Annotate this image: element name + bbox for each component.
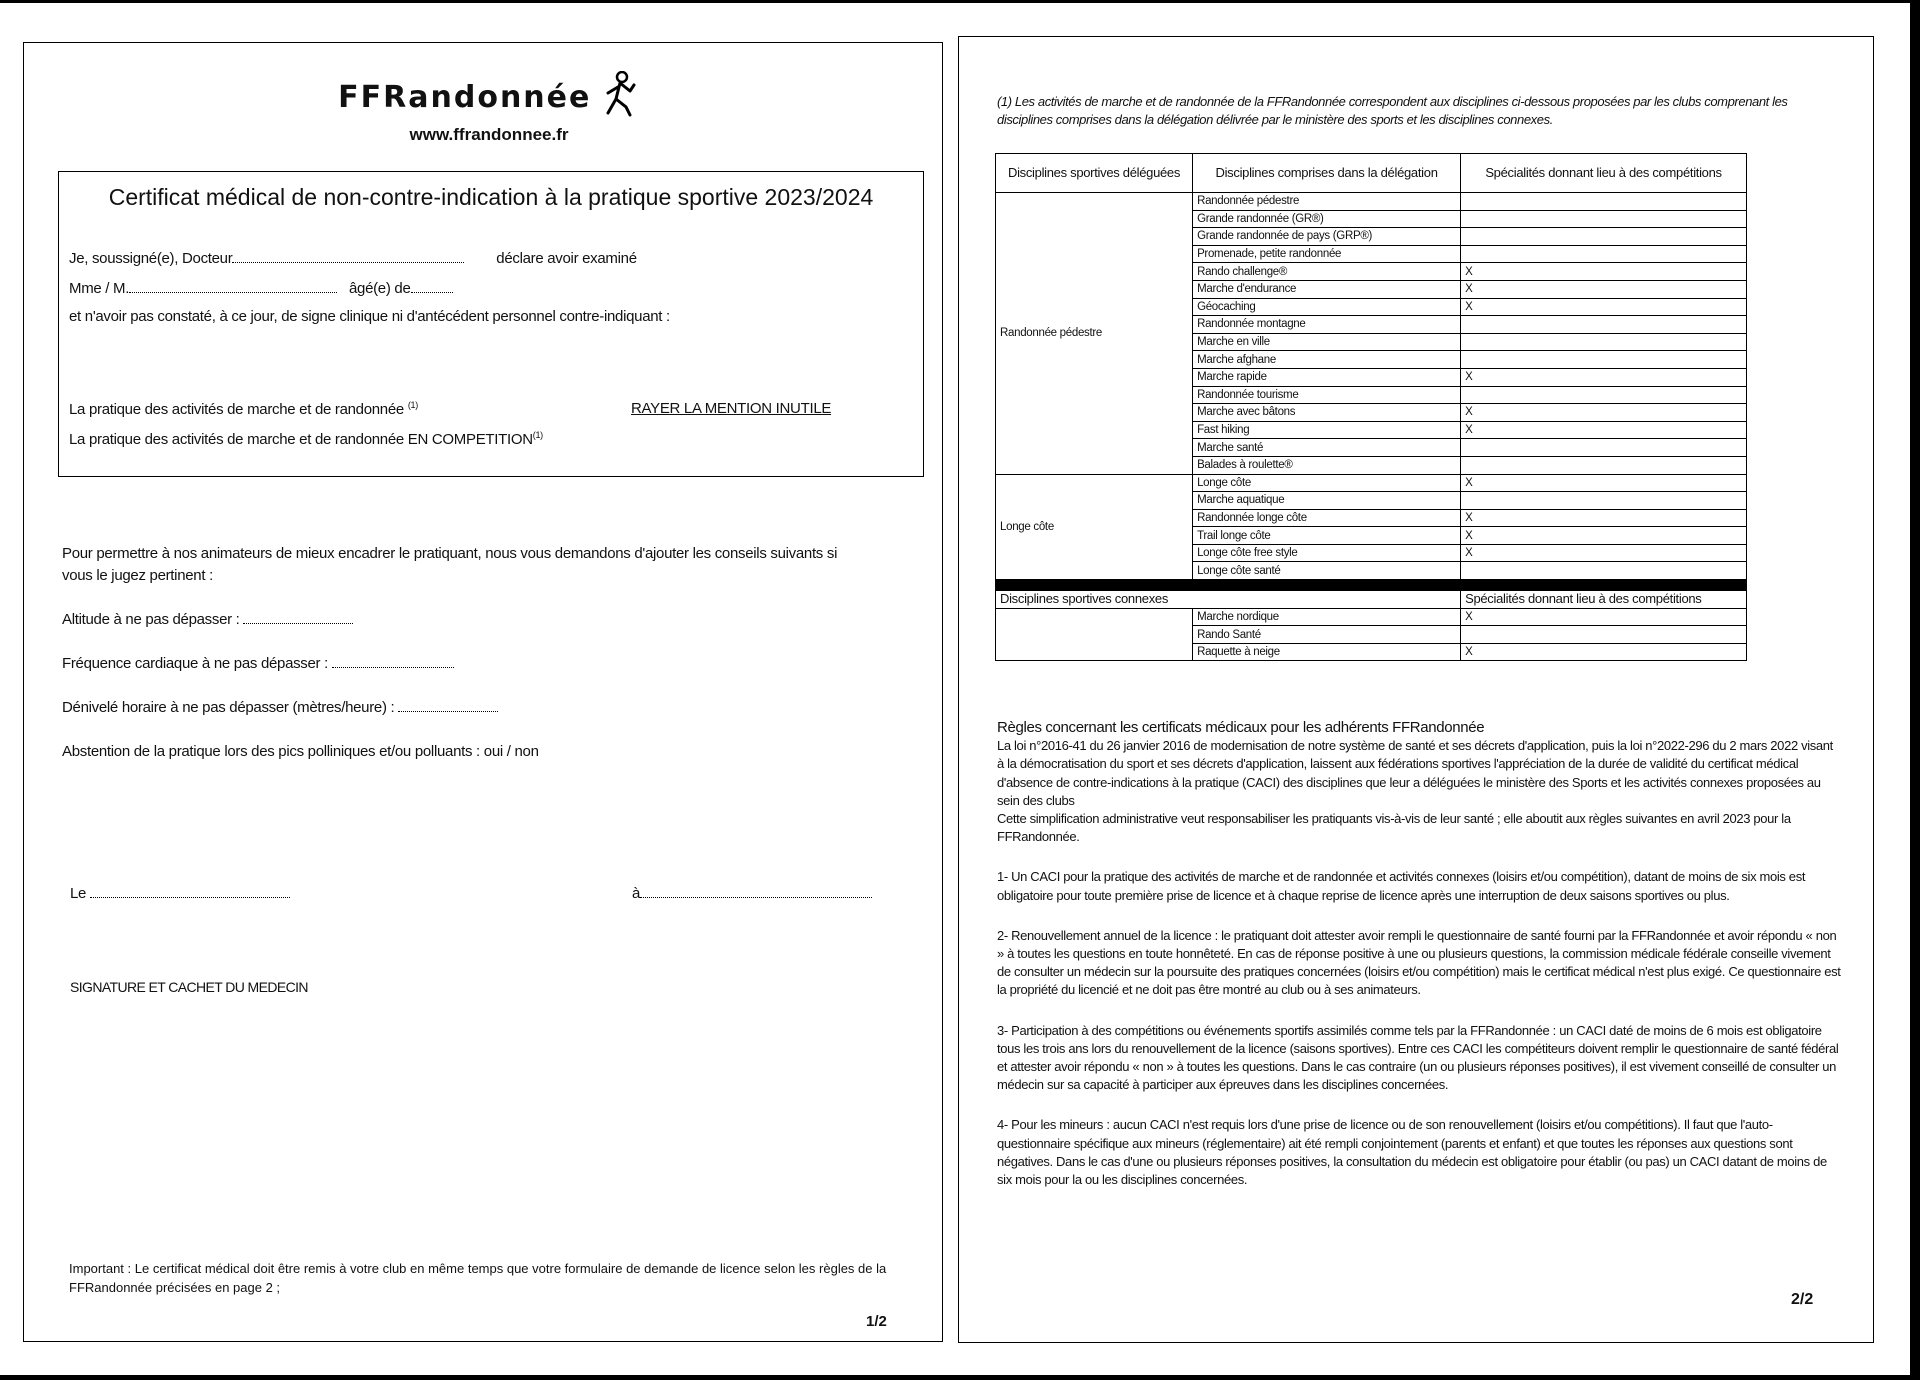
important-note: Important : Le certificat médical doit être remis à votre club en même temps que votre formulaire de demande de licence selon les règles de la FFRandonnée précisées en page 2 ; (69, 1261, 887, 1295)
rule-4: 4- Pour les mineurs : aucun CACI n'est requis lors d'une prise de licence ou de son renouvellement (loisirs et/ou compétitions). Il faut que l'auto-questionnaire spécifique aux mineurs (réglementaire) ait été rempli conjointement (parents et enfant) et que toutes les réponses aux questions sont négatives. Dans le cas d'une ou plusieurs réponses positives, la consultation du médecin est obligatoire pour établir (ou pas) un CACI datant de moins de six mois pour la ou les disciplines concernées. (997, 1117, 1827, 1188)
page-number-1: 1/2 (866, 1313, 887, 1330)
discipline-name: Balades à roulette® (1193, 456, 1461, 474)
connexes-comp-header: Spécialités donnant lieu à des compétitions (1461, 591, 1747, 609)
discipline-name: Fast hiking (1193, 421, 1461, 439)
discipline-name: Marche nordique (1193, 608, 1461, 626)
discipline-name: Randonnée longe côte (1193, 509, 1461, 527)
connexes-empty-cell (996, 608, 1193, 661)
competition-mark (1461, 439, 1747, 457)
rule-3: 3- Participation à des compétitions ou événements sportifs assimilés comme tels par la FFRandonnée : un CACI daté de moins de 6 mois est obligatoire tous les trois ans lors du renouvellement de la licence (saisons sportives). Entre ces CACI les compétiteurs doivent remplir le questionnaire de santé fédéral et attester avoir répondu « non » à toutes les questions. Dans le cas contraire (un ou plusieurs réponses positives), il est vivement conseillé de consulter un médecin sur sa capacité à participer aux épreuves dans les disciplines concernées. (997, 1022, 1839, 1093)
table-header-delegated: Disciplines sportives déléguées (996, 154, 1193, 193)
rules-section (997, 719, 1843, 1202)
disciplines-table (995, 153, 1747, 661)
age-label: âgé(e) de (348, 280, 411, 297)
doctor-prefix: Je, soussigné(e), Docteur (69, 250, 233, 267)
heart-rate-label: Fréquence cardiaque à ne pas dépasser : (62, 655, 328, 672)
discipline-name: Raquette à neige (1193, 643, 1461, 661)
option-leisure-note: (1) (407, 400, 418, 410)
competition-mark (1461, 386, 1747, 404)
competition-mark: X (1461, 544, 1747, 562)
advice-intro: Pour permettre à nos animateurs de mieux encadrer le pratiquant, nous vous demandons d'ajouter les conseils suivants si vous le jugez pertinent : (62, 545, 838, 584)
competition-mark (1461, 210, 1747, 228)
option-competition-text: La pratique des activités de marche et de randonnée EN COMPETITION (69, 431, 533, 448)
discipline-name: Longe côte free style (1193, 544, 1461, 562)
option-competition-note: (1) (532, 430, 543, 440)
page-number-2: 2/2 (1791, 1291, 1814, 1308)
scan-edge-top (0, 0, 1920, 3)
patient-prefix: Mme / M. (69, 280, 130, 297)
connexes-header-row (996, 591, 1747, 609)
discipline-name: Géocaching (1193, 298, 1461, 316)
competition-mark: X (1461, 263, 1747, 281)
discipline-name: Rando challenge® (1193, 263, 1461, 281)
doctor-name-field[interactable] (232, 250, 464, 263)
discipline-name: Marche rapide (1193, 368, 1461, 386)
rules-title: Règles concernant les certificats médicaux pour les adhérents FFRandonnée (997, 719, 1485, 736)
competition-mark (1461, 562, 1747, 580)
competition-mark: X (1461, 421, 1747, 439)
discipline-name: Grande randonnée (GR®) (1193, 210, 1461, 228)
altitude-line (62, 611, 353, 628)
competition-mark: X (1461, 527, 1747, 545)
competition-mark (1461, 228, 1747, 246)
place-line (632, 885, 872, 902)
discipline-name: Randonnée tourisme (1193, 386, 1461, 404)
discipline-name: Grande randonnée de pays (GRP®) (1193, 228, 1461, 246)
separator-cell (996, 580, 1747, 591)
elevation-line (62, 699, 498, 716)
strike-instruction: RAYER LA MENTION INUTILE (631, 400, 832, 417)
discipline-group: Longe côte (996, 474, 1193, 580)
competition-mark (1461, 456, 1747, 474)
hiker-icon (600, 71, 640, 117)
heart-rate-field[interactable] (332, 655, 454, 668)
date-label: Le (70, 885, 87, 902)
scan-edge-right (1910, 0, 1920, 1380)
discipline-name: Marche avec bâtons (1193, 404, 1461, 422)
doctor-suffix: déclare avoir examiné (496, 250, 637, 267)
table-header-row (996, 154, 1747, 193)
discipline-name: Randonnée montagne (1193, 316, 1461, 334)
option-leisure (69, 400, 418, 418)
competition-mark: X (1461, 298, 1747, 316)
page-1 (23, 42, 943, 1342)
discipline-name: Marche aquatique (1193, 492, 1461, 510)
option-competition (69, 430, 543, 448)
competition-mark (1461, 333, 1747, 351)
rules-intro-2: Cette simplification administrative veut responsabiliser les pratiquants vis-à-vis de leur santé ; elle aboutit aux règles suivantes en avril 2023 pour la FFRandonnée. (997, 811, 1791, 845)
logo-wordmark: FFRandonnée (338, 80, 592, 115)
rule-2: 2- Renouvellement annuel de la licence : le pratiquant doit attester avoir rempli le questionnaire de santé fourni par la FFRandonnée et avoir répondu « non » à toutes les questions en toute honnêteté. En cas de réponse positive à une ou plusieurs questions, la commission médicale fédérale conseille vivement de consulter un médecin sur la poursuite des pratiques concernées (loisirs et/ou compétition) mais le certificat médical n'est plus exigé. Ce questionnaire est la propriété du licencié et ne doit pas être montré au club ou à ses animateurs. (997, 927, 1841, 998)
discipline-name: Longe côte santé (1193, 562, 1461, 580)
competition-mark: X (1461, 509, 1747, 527)
scan-edge-bottom (0, 1375, 1920, 1380)
elevation-label: Dénivelé horaire à ne pas dépasser (mètres/heure) : (62, 699, 395, 716)
table-row (996, 608, 1747, 626)
discipline-group: Randonnée pédestre (996, 193, 1193, 475)
competition-mark: X (1461, 608, 1747, 626)
option-leisure-text: La pratique des activités de marche et de randonnée (69, 401, 404, 418)
connexes-header: Disciplines sportives connexes (996, 591, 1461, 609)
certificate-box (58, 171, 924, 477)
table-row (996, 474, 1747, 492)
doctor-line (69, 250, 909, 267)
discipline-name: Rando Santé (1193, 626, 1461, 644)
table-body (996, 193, 1747, 661)
altitude-field[interactable] (243, 611, 353, 624)
competition-mark (1461, 245, 1747, 263)
date-line (70, 885, 290, 902)
competition-mark: X (1461, 643, 1747, 661)
discipline-name: Marche afghane (1193, 351, 1461, 369)
patient-name-field[interactable] (129, 280, 337, 293)
age-field[interactable] (411, 280, 453, 293)
place-label: à (632, 885, 641, 902)
discipline-name: Randonnée pédestre (1193, 193, 1461, 211)
competition-mark (1461, 193, 1747, 211)
table-header-competition: Spécialités donnant lieu à des compétitions (1461, 154, 1747, 193)
page-2 (958, 36, 1874, 1343)
competition-mark: X (1461, 280, 1747, 298)
competition-mark: X (1461, 474, 1747, 492)
table-header-included: Disciplines comprises dans la délégation (1193, 154, 1461, 193)
discipline-name: Promenade, petite randonnée (1193, 245, 1461, 263)
competition-mark (1461, 316, 1747, 334)
competition-mark (1461, 492, 1747, 510)
rule-1: 1- Un CACI pour la pratique des activités de marche et de randonnée et activités connexes (loisirs et/ou compétition), datant de moins de six mois est obligatoire pour toute première prise de licence et à chaque reprise de licence après une interruption de deux saisons sportives ou plus. (997, 869, 1806, 903)
logo-url: www.ffrandonnee.fr (409, 125, 569, 144)
table-row (996, 193, 1747, 211)
discipline-name: Marche santé (1193, 439, 1461, 457)
competition-mark (1461, 626, 1747, 644)
altitude-label: Altitude à ne pas dépasser : (62, 611, 240, 628)
patient-line (69, 280, 909, 297)
statement: et n'avoir pas constaté, à ce jour, de signe clinique ni d'antécédent personnel contre-indiquant : (69, 308, 670, 325)
rules-intro: La loi n°2016-41 du 26 janvier 2016 de modernisation de notre système de santé et ses décrets d'application, puis la loi n°2022-296 du 2 mars 2022 visant à la démocratisation du sport et ses décrets d'application, laissent aux fédérations sportives l'appréciation de la durée de validité du certificat médical d'absence de contre-indications à la pratique (CACI) des disciplines que leur a déléguées le ministère des Sports et les activités connexes proposées au sein des clubs (997, 738, 1833, 808)
elevation-field[interactable] (398, 699, 498, 712)
place-field[interactable] (640, 885, 872, 898)
competition-mark: X (1461, 368, 1747, 386)
discipline-name: Trail longe côte (1193, 527, 1461, 545)
certificate-title: Certificat médical de non-contre-indication à la pratique sportive 2023/2024 (108, 184, 874, 210)
table-separator (996, 580, 1747, 591)
discipline-name: Marche d'endurance (1193, 280, 1461, 298)
date-field[interactable] (90, 885, 290, 898)
pollen-line: Abstention de la pratique lors des pics polliniques et/ou polluants : oui / non (62, 743, 539, 760)
competition-mark: X (1461, 404, 1747, 422)
heart-rate-line (62, 655, 454, 672)
footnote: (1) Les activités de marche et de randonnée de la FFRandonnée correspondent aux disciplines ci-dessous proposées par les clubs comprenant les disciplines comprises dans la délégation délivrée par le ministère des sports et les disciplines connexes. (997, 94, 1788, 127)
ffrandonnee-logo (324, 71, 654, 145)
discipline-name: Longe côte (1193, 474, 1461, 492)
competition-mark (1461, 351, 1747, 369)
signature-label: SIGNATURE ET CACHET DU MEDECIN (70, 979, 308, 995)
discipline-name: Marche en ville (1193, 333, 1461, 351)
